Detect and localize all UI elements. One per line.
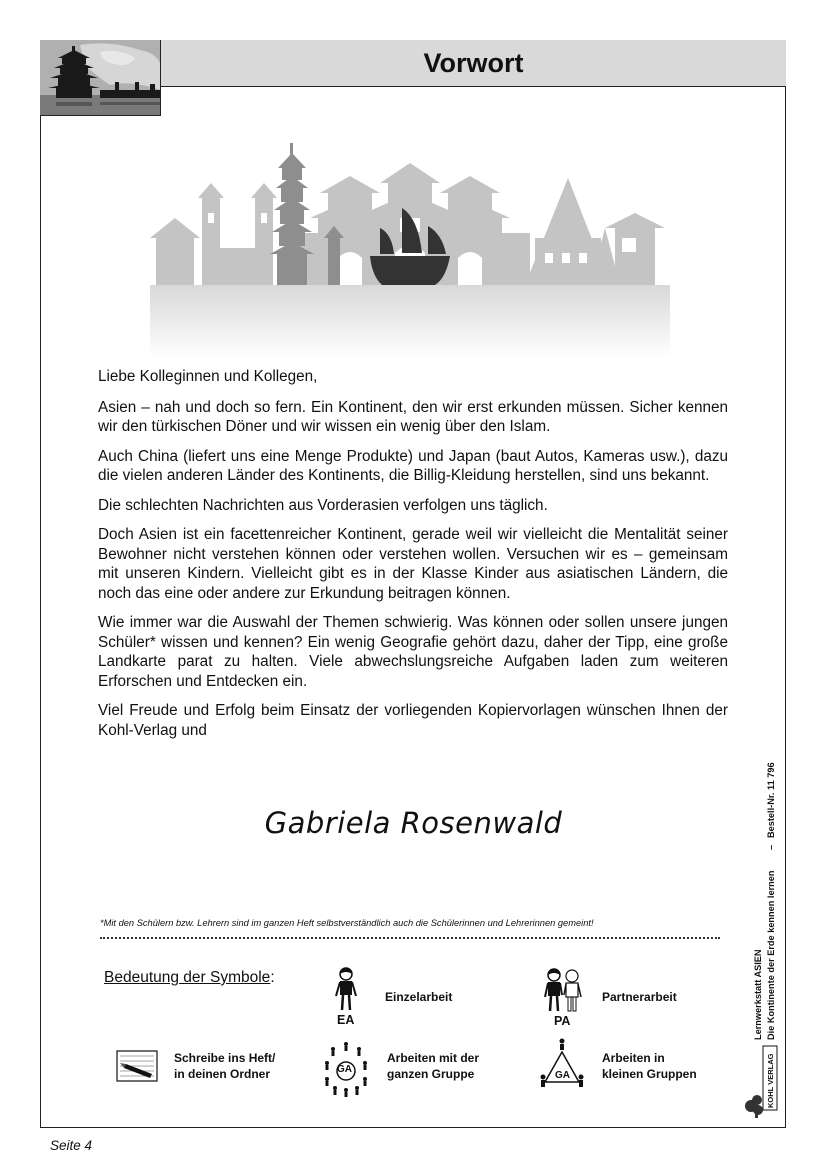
series-subtitle: Die Kontinente der Erde kennen lernen	[766, 870, 776, 1040]
ganze-gruppe-line2: ganzen Gruppe	[387, 1066, 475, 1081]
kleine-gruppen-label	[602, 1051, 697, 1082]
letter-paragraph-4: Doch Asien ist ein facettenreicher Kontinent, gerade weil wir vielleicht die Mentalität seiner Bewohner nicht verstehen können oder verstehen wollen. Versuchen wir es – gemeinsam mit unseren Kindern. Vielleicht gibt es in der Klasse Kinder aus asiatischen Ländern, die noch das eine oder andere zur Erkundung beitragen können.	[98, 526, 728, 602]
letter-paragraph-3: Die schlechten Nachrichten aus Vorderasien verfolgen uns täglich.	[98, 496, 548, 514]
ga-code-small: GA	[555, 1070, 570, 1081]
letter-greeting: Liebe Kolleginnen und Kollegen,	[98, 368, 318, 385]
kleine-gruppen-line2: kleinen Gruppen	[602, 1066, 697, 1081]
letter-body	[98, 367, 728, 750]
svg-text:KOHL VERLAG: KOHL VERLAG	[766, 1053, 775, 1108]
two-persons-icon	[543, 967, 583, 1013]
kleine-gruppen-line1: Arbeiten in	[602, 1051, 665, 1065]
dotted-divider	[100, 937, 720, 939]
einzelarbeit-label: Einzelarbeit	[385, 990, 453, 1004]
small-groups-icon	[538, 1038, 586, 1092]
single-person-icon	[333, 966, 359, 1012]
heft-label	[174, 1051, 275, 1082]
partnerarbeit-label: Partnerarbeit	[602, 990, 677, 1004]
letter-paragraph-6: Viel Freude und Erfolg beim Einsatz der vorliegenden Kopiervorlagen wünschen Ihnen der Kohl-Verlag und	[98, 702, 728, 739]
header-image	[40, 40, 161, 116]
symbols-heading-text: Bedeutung der Symbole	[104, 969, 271, 986]
symbols-heading	[104, 969, 275, 987]
ea-code: EA	[337, 1013, 355, 1027]
symbols-heading-colon: :	[270, 969, 275, 986]
heft-label-line1: Schreibe ins Heft/	[174, 1051, 276, 1065]
asia-skyline-illustration	[150, 138, 670, 358]
letter-paragraph-5: Wie immer war die Auswahl der Themen schwierig. Was können oder sollen unsere jungen Schüler* wissen und kennen? Ein wenig Geografie gehört dazu, daher der Tipp, eine große Landkarte parat zu halten. Viele abwechslungsreiche Aufgaben laden zum weiteren Erforschen und Entdecken ein.	[98, 614, 728, 690]
ga-code-whole: GA	[337, 1064, 352, 1075]
letter-paragraph-1: Asien – nah und doch so fern. Ein Kontinent, den wir erst erkunden müssen. Sicher kennen wir den türkischen Döner und wir wissen ein wenig über den Islam.	[98, 398, 728, 435]
letter-paragraph-2: Auch China (liefert uns eine Menge Produkte) und Japan (baut Autos, Kameras usw.), dazu die vielen anderen Länder des Kontinents, die Billig-Kleidung herstellen, sind uns bekannt.	[98, 447, 728, 484]
notebook-pen-icon	[116, 1050, 158, 1082]
series-title: Lernwerkstatt ASIEN	[753, 949, 763, 1040]
page-number: Seite 4	[50, 1138, 93, 1153]
kohl-verlag-logo	[743, 1044, 779, 1120]
heft-label-line2: in deinen Ordner	[174, 1066, 271, 1081]
ganze-gruppe-line1: Arbeiten mit der	[387, 1051, 480, 1065]
footnote: *Mit den Schülern bzw. Lehrern sind im ganzen Heft selbstverständlich auch die Schülerinnen und Lehrerinnen gemeint!	[100, 918, 594, 928]
signature: Gabriela Rosenwald	[264, 806, 563, 840]
pa-code: PA	[554, 1014, 571, 1028]
page-title: Vorwort	[161, 40, 786, 87]
order-number: Bestell-Nr. 11 796	[766, 762, 776, 838]
sidebar-separator: –	[766, 844, 776, 850]
ganze-gruppe-label	[387, 1051, 479, 1082]
